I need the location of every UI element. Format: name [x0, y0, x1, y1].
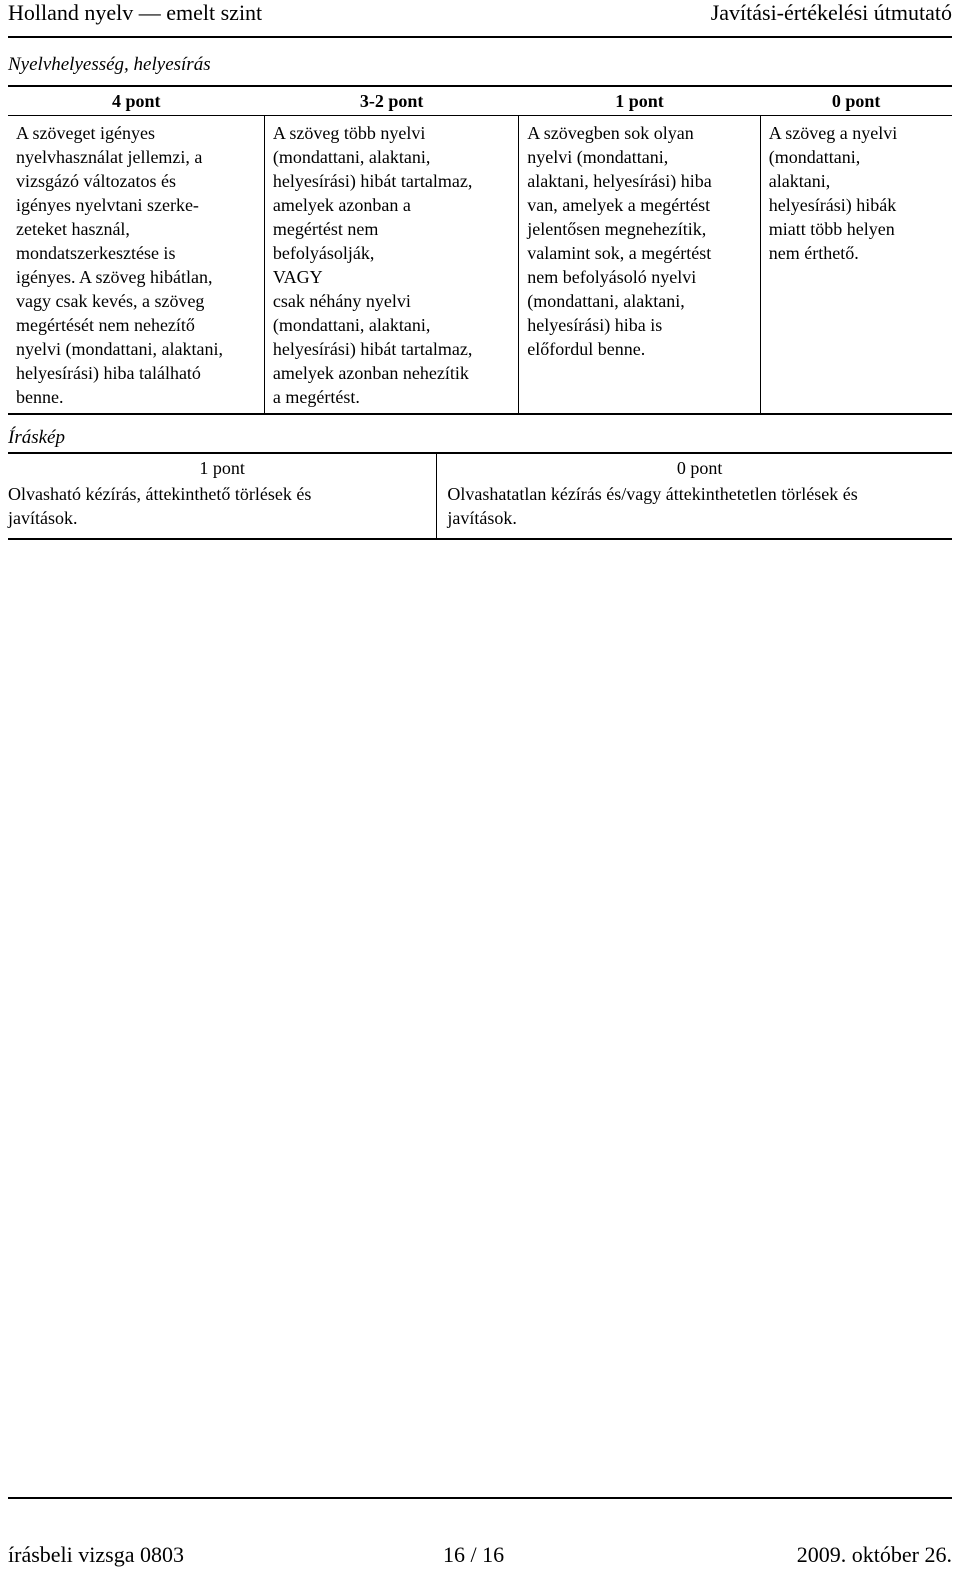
criteria-cell-3-2-points: A szöveg több nyelvi (mondattani, alaktani, helyesírási) hibát tartalmaz, amelyek azonban a megértést nem befolyásolják, VAGY csak néhány nyelvi (mondattani, alaktani, helyesírási) hibát tartalmaz, amelyek azonban nehezítik a megértést.	[264, 116, 518, 415]
grammar-scoring-table	[8, 85, 952, 415]
table-row	[8, 116, 952, 415]
table-row	[8, 482, 952, 539]
footer-exam-id: írásbeli vizsga 0803	[8, 1542, 184, 1567]
criteria-cell-4-points: A szöveget igényes nyelvhasználat jellemzi, a vizsgázó változatos és igényes nyelvtani szerke- zeteket használ, mondatszerkesztése is igényes. A szöveg hibátlan, vagy csak kevés, a szöveg megértését nem nehezítő nyelvi (mondattani, alaktani, helyesírási) hiba található benne.	[16, 123, 223, 407]
footer-date: 2009. október 26.	[796, 1542, 952, 1567]
header-left-title: Holland nyelv — emelt szint	[8, 0, 263, 25]
header-rule	[8, 36, 952, 38]
column-header-4-points: 4 pont	[8, 86, 264, 116]
header-right-title: Javítási-értékelési útmutató	[710, 0, 952, 25]
section-title-handwriting: Íráskép	[8, 427, 65, 448]
column-header-3-2-points: 3-2 pont	[264, 86, 518, 116]
criteria-cell-0-points: Olvashatatlan kézírás és/vagy áttekinthetetlen törlések és javítások.	[437, 482, 952, 539]
column-header-1-point: 1 pont	[519, 86, 761, 116]
table-header-row	[8, 453, 952, 482]
handwriting-scoring-table	[8, 452, 952, 540]
column-header-0-points: 0 pont	[437, 453, 952, 482]
criteria-cell-0-points: A szöveg a nyelvi (mondattani, alaktani, helyesírási) hibák miatt több helyen nem érthető.	[760, 116, 952, 415]
criteria-cell-1-point: A szövegben sok olyan nyelvi (mondattani, alaktani, helyesírási) hiba van, amelyek a megértést jelentősen megnehezítik, valamint sok, a megértést nem befolyásoló nyelvi (mondattani, alaktani, helyesírási) hiba is előfordul benne.	[519, 116, 761, 415]
table-header-row	[8, 86, 952, 116]
footer-page-number: 16 / 16	[443, 1542, 505, 1567]
column-header-1-point: 1 pont	[199, 458, 245, 478]
criteria-cell-1-point: Olvasható kézírás, áttekinthető törlések és javítások.	[8, 484, 312, 528]
section-title-grammar: Nyelvhelyesség, helyesírás	[8, 54, 211, 75]
column-header-0-points: 0 pont	[760, 86, 952, 116]
footer-rule	[8, 1497, 952, 1499]
